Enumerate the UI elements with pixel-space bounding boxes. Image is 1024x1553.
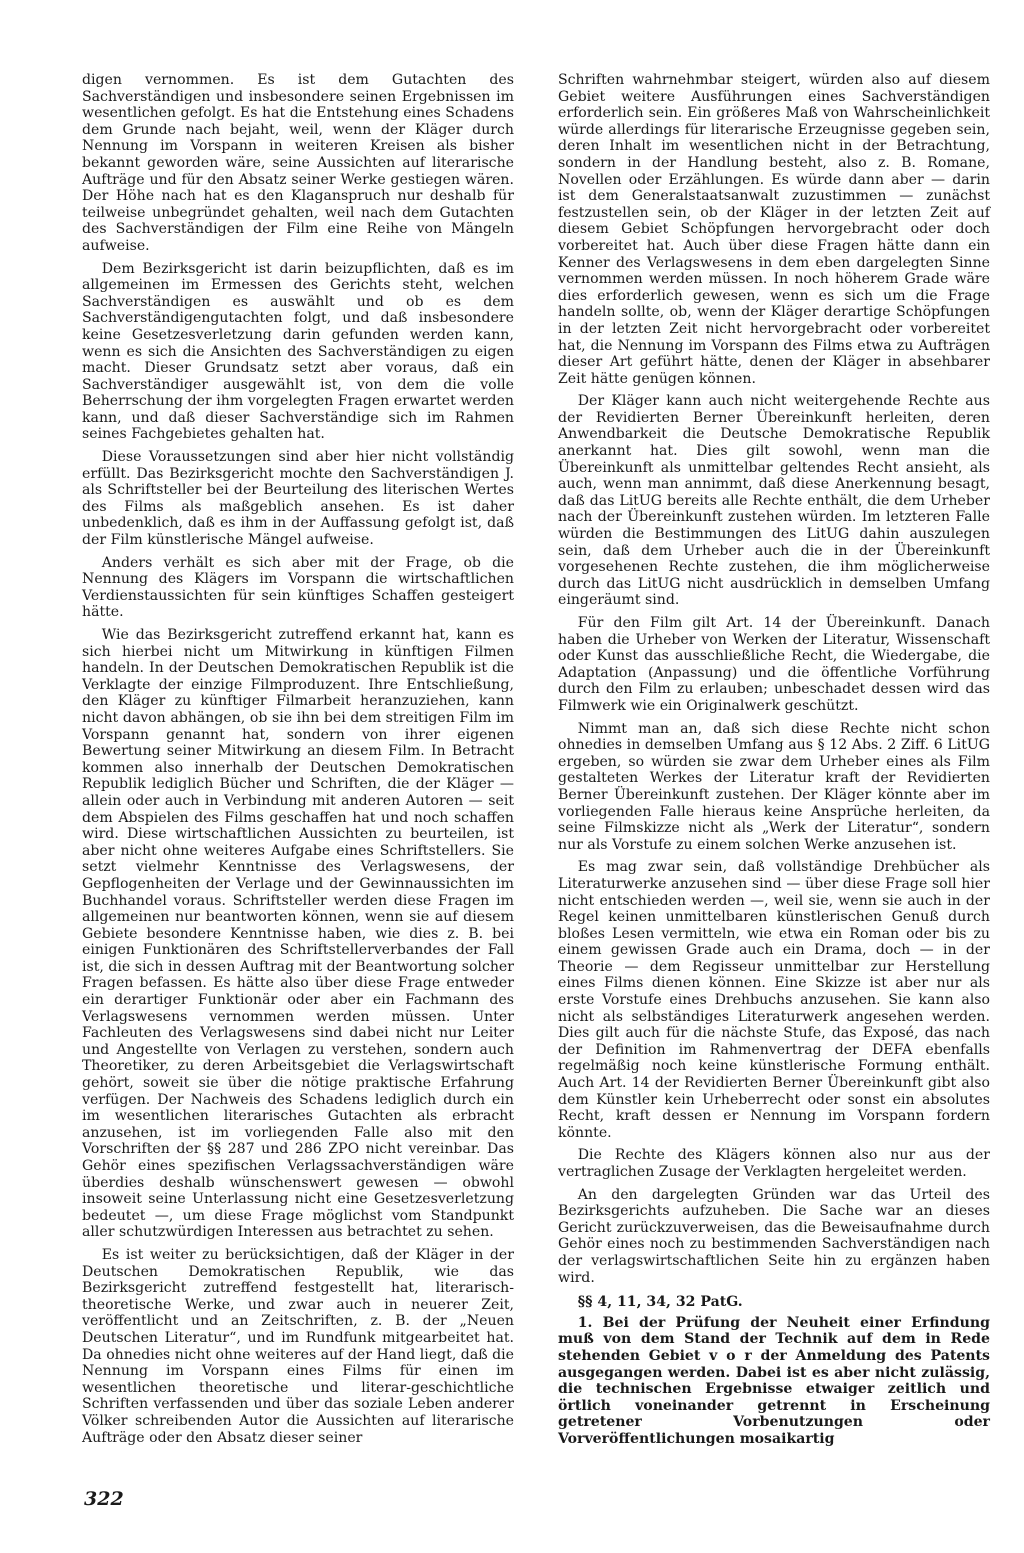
paragraph: digen vernommen. Es ist dem Gutachten des Sachverständigen und insbesondere seinen Ergebnissen im wesentlichen gefolgt. Es hat die Entstehung eines Schadens dem Grunde nach bejaht, weil, wenn der Kläger durch Nennung im Vorspann in weiteren Kreisen als bisher bekannt geworden wäre, seine Aussichten auf literarische Aufträge und für den Absatz seiner Werke gestiegen wären. Der Höhe nach hat es den Klaganspruch nur deshalb für teilweise unbegründet gehalten, weil nach dem Gutachten des Sachverständigen der Film eine Reihe von Mängeln aufweise. <box>82 72 514 254</box>
left-column <box>82 72 514 1452</box>
paragraph: Dem Bezirksgericht ist darin beizupflichten, daß es im allgemeinen im Ermessen des Gerichts steht, welchen Sachverständigen es auswählt und ob es dem Sachverständigengutachten folgt, und daß insbesondere keine Gesetzesverletzung darin gefunden werden kann, wenn es sich die Ansichten des Sachverständigen zu eigen macht. Dieser Grundsatz setzt aber voraus, daß ein Sachverständiger ausgewählt ist, von dem die volle Beherrschung der ihm vorgelegten Fragen erwartet werden kann, und daß dieser Sachverständige sich im Rahmen seines Fachgebietes gehalten hat. <box>82 260 514 443</box>
right-column <box>558 72 990 1448</box>
paragraph: Wie das Bezirksgericht zutreffend erkannt hat, kann es sich hierbei nicht um Mitwirkung in künftigen Filmen handeln. In der Deutschen Demokratischen Republik ist die Verklagte der einzige Filmproduzent. Ihre Entschließung, den Kläger zu künftiger Filmarbeit heranzuziehen, kann nicht davon abhängen, ob sie ihn bei dem streitigen Film im Vorspann genannt hat, sondern von ihrer eigenen Bewertung seiner Mitwirkung an diesem Film. In Betracht kommen also innerhalb der Deutschen Demokratischen Republik lediglich Bücher und Schriften, die der Kläger — allein oder auch in Verbindung mit anderen Autoren — seit dem Abspielen des Films geschaffen hat und noch schaffen wird. Diese wirtschaftlichen Aussichten zu beurteilen, ist aber nicht ohne weiteres Aufgabe eines Schriftstellers. Sie setzt vielmehr Kenntnisse des Verlagswesens, der Gepflogenheiten der Verlage und der Gewinnaussichten im Buchhandel voraus. Schriftsteller werden diese Fragen im allgemeinen nur beantworten können, wenn sie auf diesem Gebiete besondere Kenntnisse haben, wie dies z. B. bei einigen Funktionären des Schriftstellerverbandes der Fall ist, die sich in dessen Auftrag mit der Beantwortung solcher Fragen befassen. Es hätte also über diese Frage entweder ein derartiger Funktionär oder aber ein Fachmann des Verlagswesens vernommen werden müssen. Unter Fachleuten des Verlagswesens sind dabei nicht nur Leiter und Angestellte von Verlagen zu verstehen, sondern auch Theoretiker, zu deren Arbeitsgebiet die Verlagswirtschaft gehört, soweit sie über die nötige praktische Erfahrung verfügen. Der Nachweis des Schadens lediglich durch ein im wesentlichen literarisches Gutachten als erbracht anzusehen, ist im vorliegenden Falle also mit den Vorschriften der §§ 287 und 286 ZPO nicht vereinbar. Das Gehör eines spezifischen Verlagssachverständigen wäre überdies deshalb wünschenswert gewesen — obwohl insoweit seine Unterlassung nicht eine Gesetzesverletzung bedeutet —, um diese Frage möglichst vom Standpunkt aller schutzwürdigen Interessen aus betrachtet zu sehen. <box>82 627 514 1241</box>
paragraph: Schriften wahrnehmbar steigert, würden also auf diesem Gebiet weitere Ausführungen eines Sachverständigen erforderlich sein. Ein größeres Maß von Wahrscheinlichkeit würde allerdings für literarische Erzeugnisse gegeben sein, deren Inhalt im wesentlichen nicht in der Betrachtung, sondern in der Handlung besteht, also z. B. Romane, Novellen oder Erzählungen. Es würde dann aber — darin ist dem Generalstaatsanwalt zuzustimmen — zunächst festzustellen sein, ob der Kläger in der letzten Zeit auf diesem Gebiet Schöpfungen hervorgebracht oder doch vorbereitet hat. Auch über diese Fragen hätte dann ein Kenner des Verlagswesens in dem eben dargelegten Sinne vernommen werden müssen. In noch höherem Grade wäre dies erforderlich gewesen, wenn es sich um die Frage handeln sollte, ob, wenn der Kläger derartige Schöpfungen in der letzten Zeit nicht hervorgebracht oder vorbereitet hat, die Nennung im Vorspann des Films etwa zu Aufträgen dieser Art geführt hätte, denen der Kläger in absehbarer Zeit hätte genügen können. <box>558 72 990 387</box>
page-number: 322 <box>84 1488 124 1510</box>
paragraph: Der Kläger kann auch nicht weitergehende Rechte aus der Revidierten Berner Übereinkunft herleiten, deren Anwendbarkeit die Deutsche Demokratische Republik anerkannt hat. Dies gilt sowohl, wenn man die Übereinkunft als unmittelbar geltendes Recht ansieht, als auch, wenn man annimmt, daß diese Anerkennung besagt, daß das LitUG bereits alle Rechte enthält, die dem Urheber nach der Übereinkunft zustehen würden. Im letzteren Falle würden die Bestimmungen des LitUG dahin auszulegen sein, daß dem Urheber auch die in der Übereinkunft vorgesehenen Rechte zustehen, die ihm möglicherweise durch das LitUG nicht ausdrücklich in demselben Umfang eingeräumt sind. <box>558 393 990 609</box>
paragraph: Für den Film gilt Art. 14 der Übereinkunft. Danach haben die Urheber von Werken der Literatur, Wissenschaft oder Kunst das ausschließliche Recht, die Wiedergabe, die Adaptation (Anpassung) und die öffentliche Vorführung durch den Film zu erlauben; unbeschadet dessen wird das Filmwerk wie ein Originalwerk geschützt. <box>558 615 990 714</box>
paragraph: Nimmt man an, daß sich diese Rechte nicht schon ohnedies in demselben Umfang aus § 12 Abs. 2 Ziff. 6 LitUG ergeben, so würden sie zwar dem Urheber eines als Film gestalteten Werkes der Literatur kraft der Revidierten Berner Übereinkunft zustehen. Der Kläger könnte aber im vorliegenden Falle hieraus keine Ansprüche herleiten, da seine Filmskizze nicht als „Werk der Literatur“, sondern nur als Vorstufe zu einem solchen Werke anzusehen ist. <box>558 720 990 853</box>
paragraph: Anders verhält es sich aber mit der Frage, ob die Nennung des Klägers im Vorspann die wirtschaftlichen Verdienstaussichten für sein künftiges Schaffen gesteigert hätte. <box>82 554 514 621</box>
headnote: 1. Bei der Prüfung der Neuheit einer Erfindung muß von dem Stand der Technik auf dem in Rede stehenden Gebiet v o r der Anmeldung des Patents ausgegangen werden. Dabei ist es aber nicht zulässig, die technischen Ergebnisse etwaiger zeitlich und örtlich voneinander getrennt in Erscheinung getretener Vorbenutzungen oder Vorveröffentlichungen mosaikartig <box>558 1314 990 1447</box>
paragraph: An den dargelegten Gründen war das Urteil des Bezirksgerichts aufzuheben. Die Sache war an dieses Gericht zurückzuverweisen, das die Beweisaufnahme durch Gehör eines noch zu bestimmenden Sachverständigen nach der verlagswirtschaftlichen Seite hin zu ergänzen haben wird. <box>558 1186 990 1286</box>
paragraph: Die Rechte des Klägers können also nur aus der vertraglichen Zusage der Verklagten hergeleitet werden. <box>558 1147 990 1180</box>
paragraph: Diese Voraussetzungen sind aber hier nicht vollständig erfüllt. Das Bezirksgericht mochte den Sachverständigen J. als Schriftsteller bei der Beurteilung des literischen Wertes des Films als maßgeblich ansehen. Es ist daher unbedenklich, daß es ihm in der Auffassung gefolgt ist, daß der Film künstlerische Mängel aufweise. <box>82 449 514 549</box>
section-reference: §§ 4, 11, 34, 32 PatG. <box>577 1294 743 1311</box>
paragraph: Es ist weiter zu berücksichtigen, daß der Kläger in der Deutschen Demokratischen Republik, wie das Bezirksgericht zutreffend festgestellt hat, literarisch-theoretische Werke, und zwar auch in neuerer Zeit, veröffentlicht und an Zeitschriften, z. B. der „Neuen Deutschen Literatur“, und im Rundfunk mitgearbeitet hat. Da ohnedies nicht ohne weiteres auf der Hand liegt, daß die Nennung im Vorspann eines Films für einen im wesentlichen theoretische und literar-geschichtliche Schriften verfassenden und über das soziale Leben anderer Völker schreibenden Autor die Aussichten auf literarische Aufträge oder den Absatz dieser seiner <box>82 1246 514 1446</box>
paragraph: Es mag zwar sein, daß vollständige Drehbücher als Literaturwerke anzusehen sind — über diese Frage soll hier nicht entschieden werden —, weil sie, wenn sie auch in der Regel keinen unmittelbaren künstlerischen Genuß durch bloßes Lesen vermitteln, wie etwa ein Roman oder bis zu einem gewissen Grade auch ein Drama, doch — in der Theorie — dem Regisseur unmittelbar zur Herstellung eines Films dienen können. Eine Skizze ist aber nur als erste Vorstufe eines Drehbuchs anzusehen. Sie kann also nicht als selbständiges Literaturwerk angesehen werden. Dies gilt auch für die nächste Stufe, das Exposé, das nach der Definition im Rahmenvertrag der DEFA ebenfalls regelmäßig noch keine künstlerische Formung enthält. Auch Art. 14 der Revidierten Berner Übereinkunft gibt also dem Künstler kein Urheberrecht oder sonst ein absolutes Recht, kraft dessen er Nennung im Vorspann fordern könnte. <box>558 859 990 1141</box>
